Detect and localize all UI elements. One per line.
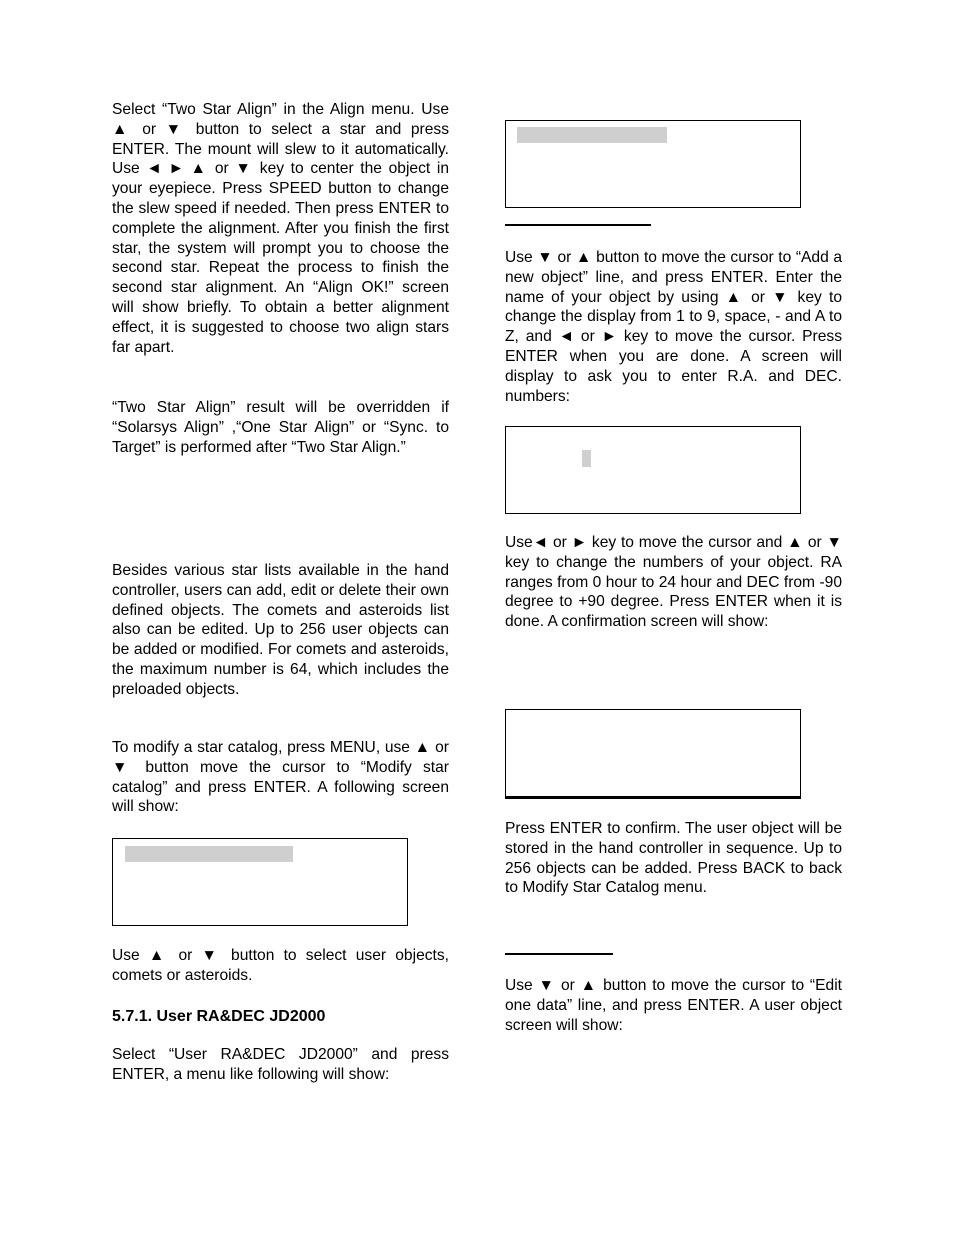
left-column-block-6 bbox=[112, 1045, 449, 1085]
add-object-paragraph: Use ▼ or ▲ button to move the cursor to “Add a new object” line, and press ENTER. Enter the name of your object by using ▲ or ▼ key to change the display from 1 to 9, space, - and A to Z, and ◄ or ► key to move the cursor. Press ENTER when you are done. A screen will display to ask you to enter R.A. and DEC. numbers: bbox=[505, 249, 842, 405]
left-column-block-5 bbox=[112, 946, 449, 986]
confirmation-underline bbox=[505, 797, 801, 799]
confirm-paragraph: Press ENTER to confirm. The user object will be stored in the hand controller in sequence. Up to 256 objects can be added. Press BACK to back to Modify Star Catalog menu. bbox=[505, 820, 842, 897]
select-list-paragraph: Use ▲ or ▼ button to select user objects, comets or asteroids. bbox=[112, 947, 449, 984]
section-heading: 5.7.1. User RA&DEC JD2000 bbox=[112, 1008, 326, 1025]
edit-data-paragraph: Use ▼ or ▲ button to move the cursor to “Edit one data” line, and press ENTER. A user object screen will show: bbox=[505, 977, 842, 1034]
lcd-screen-user-menu bbox=[505, 120, 801, 208]
left-column bbox=[112, 100, 449, 357]
right-column-block-4 bbox=[505, 976, 842, 1035]
right-column-block-2 bbox=[505, 533, 842, 632]
two-star-align-paragraph: Select “Two Star Align” in the Align menu. Use ▲ or ▼ button to select a star and press ENTER. The mount will slew to it automatically. Use ◄ ► ▲ or ▼ key to center the object in your eyepiece. Press SPEED button to change the slew speed if needed. Then press ENTER to complete the alignment. After you finish the first star, the system will prompt you to choose the second star. Repeat the process to finish the second star alignment. An “Align OK!” screen will show briefly. To obtain a better alignment effect, it is suggested to choose two align stars far apart. bbox=[112, 101, 449, 356]
lcd-screen-modify-catalog bbox=[112, 838, 408, 926]
left-column-block-3 bbox=[112, 561, 449, 700]
heading-underline-2 bbox=[505, 953, 613, 955]
modify-catalog-paragraph: To modify a star catalog, press MENU, use ▲ or ▼ button move the cursor to “Modify star catalog” and press ENTER. A following screen will show: bbox=[112, 739, 449, 816]
right-column-block-3 bbox=[505, 819, 842, 898]
user-radec-paragraph: Select “User RA&DEC JD2000” and press ENTER, a menu like following will show: bbox=[112, 1046, 449, 1083]
override-paragraph: “Two Star Align” result will be overridden if “Solarsys Align” ,“One Star Align” or “Sync. to Target” is performed after “Two Star Align.” bbox=[112, 399, 449, 456]
left-column-block-4 bbox=[112, 738, 449, 817]
lcd-screen-radec-entry bbox=[505, 426, 801, 514]
left-column-block-2 bbox=[112, 398, 449, 457]
lcd-highlight-bar bbox=[125, 846, 293, 862]
lcd-cursor bbox=[582, 450, 591, 467]
user-objects-intro-paragraph: Besides various star lists available in the hand controller, users can add, edit or delete their own defined objects. The comets and asteroids list also can be edited. Up to 256 user objects can be added or modified. For comets and asteroids, the maximum number is 64, which includes the preloaded objects. bbox=[112, 562, 449, 698]
right-column-block-1 bbox=[505, 248, 842, 406]
heading-underline bbox=[505, 224, 651, 226]
lcd-highlight-bar bbox=[517, 127, 667, 143]
radec-instructions-paragraph: Use◄ or ► key to move the cursor and ▲ or ▼ key to change the numbers of your object. RA ranges from 0 hour to 24 hour and DEC from -90 degree to +90 degree. Press ENTER when it is done. A confirmation screen will show: bbox=[505, 534, 842, 631]
lcd-screen-confirmation bbox=[505, 709, 801, 797]
